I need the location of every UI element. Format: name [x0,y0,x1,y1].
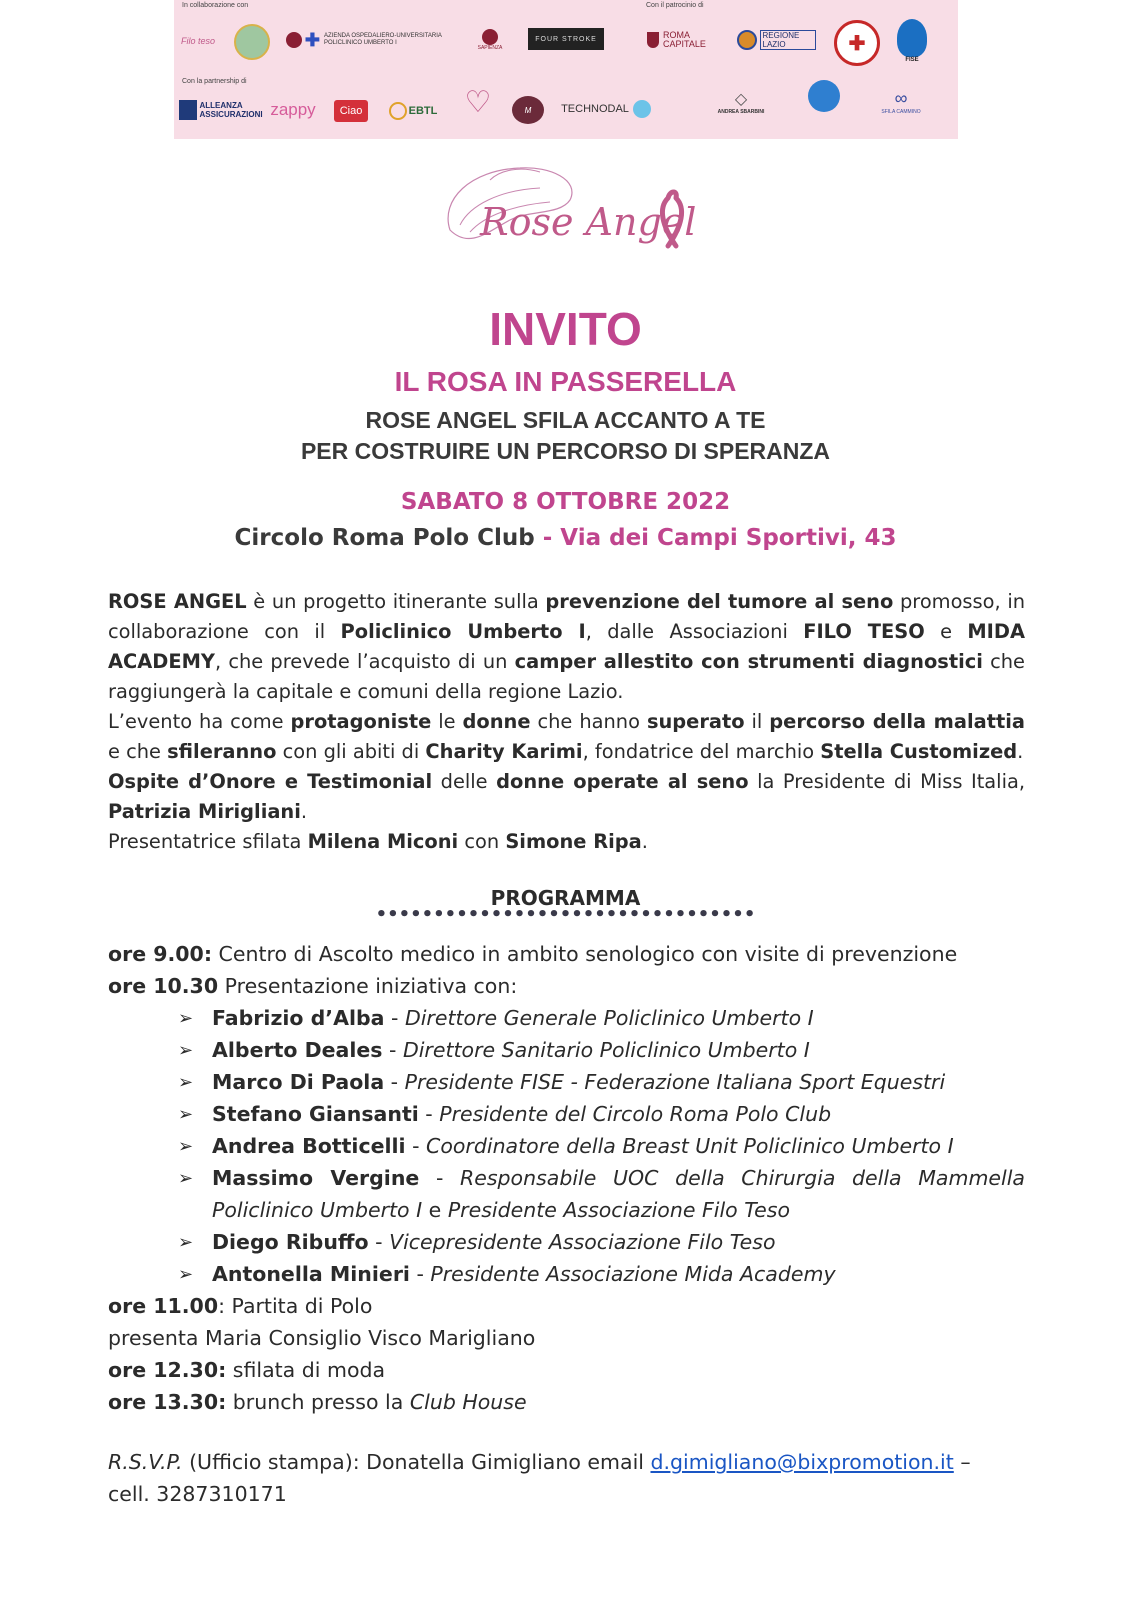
bold-text: Milena Miconi [307,830,459,853]
speaker-item [178,1162,1025,1226]
heart-logo: ♡ [464,85,492,119]
partnership-label: Con la partnership di [182,78,247,85]
speaker-role: Vicepresidente Associazione Filo Teso [389,1230,776,1254]
rsvp-label: R.S.V.P. [108,1450,183,1474]
speaker-item [178,1034,1025,1066]
description [108,587,1025,857]
speaker-separator: - [419,1166,460,1190]
text-run: . [641,830,648,853]
bold-text: ROSE ANGEL [108,590,247,613]
speaker-separator: - [409,1262,431,1286]
arrow-bullet-icon: ➢ [178,1104,194,1125]
bold-text: protagoniste [290,710,432,733]
rsvp-dash: – [953,1450,971,1474]
text-run: Presentatrice sfilata [108,830,308,853]
schedule-text: Centro di Ascolto medico in ambito senologico con visite di prevenzione [212,942,958,966]
rose-angel-wordmark: Rose Angel [480,200,697,244]
text-run: . [1017,740,1024,763]
programma-divider: ••••••••••••••••••••••••••••••••• [375,904,756,925]
speaker-item [178,1066,1025,1098]
four-stroke-logo: FOUR STROKE [528,28,604,50]
speaker-item [178,1226,1025,1258]
arrow-bullet-icon: ➢ [178,1232,194,1253]
speaker-name: Marco Di Paola [212,1070,385,1094]
rsvp-text: (Ufficio stampa): Donatella Gimigliano email [182,1450,651,1474]
speaker-name: Alberto Deales [212,1038,383,1062]
speaker-conjunction: e [422,1198,448,1222]
venue-address: Via dei Campi Sportivi, 43 [560,525,897,551]
speaker-separator: - [418,1102,440,1126]
text-run: . [300,800,308,823]
speaker-list [108,1002,1025,1290]
arrow-bullet-icon: ➢ [178,1168,194,1189]
paragraph-guest [108,767,1025,827]
sfila-cammino-logo: ∞ SFILA CAMMINO [881,88,921,115]
bold-text: Stella Customized [820,740,1018,763]
bold-text: sfileranno [167,740,277,763]
bold-text: Charity Karimi [425,740,583,763]
azienda-logo: ✚ AZIENDA OSPEDALIERO-UNIVERSITARIA POLICLINICO UMBERTO I [286,26,458,54]
speaker-separator: - [384,1070,405,1094]
red-cross-logo: ✚ [834,20,880,66]
sport-logo [808,80,840,112]
speaker-item [178,1098,1025,1130]
schedule-time: ore 13.30: [108,1390,227,1414]
speaker-separator: - [368,1230,390,1254]
text-run: delle [432,770,497,793]
rsvp [108,1446,1025,1510]
text-run: , dalle Associazioni [585,620,804,643]
speaker-separator: - [382,1038,403,1062]
schedule-time: ore 11.00 [108,1294,219,1318]
text-run: con gli abiti di [276,740,426,763]
martini-logo: M [512,96,544,124]
speaker-role: Coordinatore della Breast Unit Policlinico Umberto I [426,1134,954,1158]
alleanza-logo: ALLEANZA ASSICURAZIONI [178,96,252,124]
schedule-text: brunch presso la [226,1390,410,1414]
schedule-note: presenta Maria Consiglio Visco Marigliano [108,1326,536,1350]
arrow-bullet-icon: ➢ [178,1264,194,1285]
emblem-logo [234,24,270,60]
roma-capitale-logo: ROMA CAPITALE [642,24,716,56]
speaker-name: Antonella Minieri [212,1262,410,1286]
speaker-name: Fabrizio d’Alba [212,1006,385,1030]
speaker-role: Presidente del Circolo Roma Polo Club [439,1102,832,1126]
speaker-separator: - [384,1006,405,1030]
arrow-bullet-icon: ➢ [178,1008,194,1029]
event-date: SABATO 8 OTTOBRE 2022 [400,489,731,515]
schedule-text: Presentazione iniziativa con: [218,974,518,998]
schedule-text: sfilata di moda [226,1358,386,1382]
patrocinio-label: Con il patrocinio di [646,2,704,9]
bold-text: percorso della malattia [769,710,1025,733]
event-venue [0,525,1131,551]
speaker-role: Direttore Sanitario Policlinico Umberto I [402,1038,810,1062]
bold-text: MIDA ACADEMY [108,620,1025,673]
programma-list [108,938,1025,1418]
paragraph-presenter [108,827,1025,857]
speaker-name: Diego Ribuffo [212,1230,369,1254]
paragraph-project [108,587,1025,707]
programma-title: PROGRAMMA [490,886,641,910]
invito-heading: INVITO [489,303,642,355]
text-run: il [744,710,770,733]
text-run: con [458,830,506,853]
text-run: promosso, in collaborazione con il [108,590,1025,643]
bold-text: donne [462,710,531,733]
event-subtitle-1: ROSE ANGEL SFILA ACCANTO A TE [365,407,766,433]
speaker-separator: - [405,1134,427,1158]
speaker-role: Presidente FISE - Federazione Italiana Sport Equestri [404,1070,946,1094]
speaker-name: Massimo Vergine [212,1166,420,1190]
collab-label: In collaborazione con [182,2,249,9]
schedule-item [108,1386,1025,1418]
speaker-item [178,1002,1025,1034]
speaker-name: Andrea Botticelli [212,1134,406,1158]
schedule-item [108,1354,1025,1386]
speaker-role: Responsabile UOC della Chirurgia della Mammella Policlinico Umberto I [212,1166,1025,1222]
schedule-item [108,970,1025,1002]
bold-text: Simone Ripa [505,830,642,853]
bold-text: superato [646,710,745,733]
speaker-name: Stefano Giansanti [212,1102,419,1126]
text-run: e [924,620,968,643]
speaker-role-2: Presidente Associazione Filo Teso [447,1198,791,1222]
paragraph-event [108,707,1025,767]
event-subtitle-2: PER COSTRUIRE UN PERCORSO DI SPERANZA [300,438,831,464]
sponsor-banner [174,0,958,139]
speaker-role: Presidente Associazione Mida Academy [430,1262,836,1286]
event-title: IL ROSA IN PASSERELLA [394,366,737,397]
ciao-logo: Ciao [334,100,368,122]
text-run: la Presidente di Miss Italia, [748,770,1025,793]
ebtl-logo: EBTL [386,98,440,124]
schedule-item [108,938,1025,970]
technodal-logo: TECHNODAL [554,96,658,122]
bold-text: prevenzione del tumore al seno [545,590,894,613]
speaker-role: Direttore Generale Policlinico Umberto I [404,1006,814,1030]
zappy-logo: zappy [270,100,316,119]
rsvp-cell: cell. 3287310171 [108,1482,287,1506]
bold-text: Patrizia Mirigliani [108,800,301,823]
arrow-bullet-icon: ➢ [178,1072,194,1093]
rose-angel-logo [430,160,710,260]
filoteso-logo: Filo teso [180,36,215,46]
text-run: che raggiungerà la capitale e comuni della regione Lazio. [108,650,1025,703]
text-run: e che [108,740,168,763]
sapienza-logo: SAPIENZA [470,20,510,60]
schedule-time: ore 12.30: [108,1358,227,1382]
text-run: L’evento ha come [108,710,291,733]
text-run: , che prevede l’acquisto di un [214,650,515,673]
text-run: , fondatrice del marchio [582,740,821,763]
regione-lazio-logo: REGIONE LAZIO [734,26,818,54]
venue-name: Circolo Roma Polo Club [234,525,535,551]
schedule-text: : Partita di Polo [218,1294,373,1318]
arrow-bullet-icon: ➢ [178,1136,194,1157]
arrow-bullet-icon: ➢ [178,1040,194,1061]
speaker-item [178,1130,1025,1162]
schedule-place: Club House [409,1390,527,1414]
bold-text: Policlinico Umberto I [340,620,586,643]
bold-text: Ospite d’Onore e Testimonial [108,770,433,793]
schedule-time: ore 9.00: [108,942,213,966]
text-run: che hanno [530,710,647,733]
bold-text: camper allestito con strumenti diagnostici [514,650,983,673]
bold-text: FILO TESO [803,620,925,643]
email-link[interactable]: d.gimigliano@bixpromotion.it [650,1450,954,1474]
schedule-time: ore 10.30 [108,974,219,998]
bold-text: donne operate al seno [496,770,749,793]
andrea-sbarbini-logo: ◇ ANDREA SBARBINI [717,90,765,115]
fise-logo: FISE [890,14,934,68]
venue-separator: - [534,525,561,551]
schedule-item [108,1290,1025,1322]
text-run: le [431,710,463,733]
text-run: è un progetto itinerante sulla [246,590,546,613]
speaker-item [178,1258,1025,1290]
